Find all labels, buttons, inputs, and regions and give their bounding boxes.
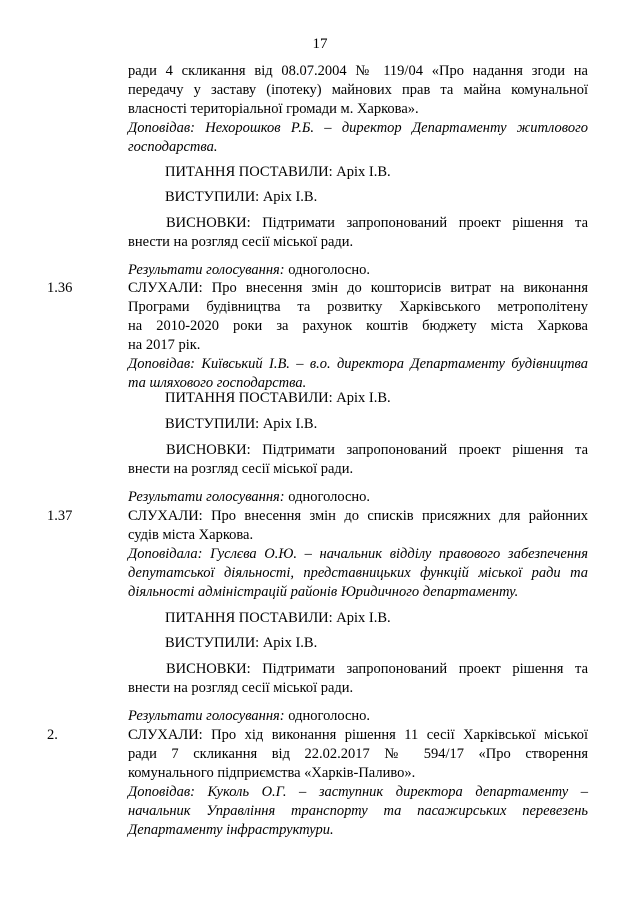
item-number: 1.36: [47, 280, 73, 296]
item-speaker: [128, 545, 588, 602]
text-line: СЛУХАЛИ: Про внесення змін до списків присяжних для районних: [128, 508, 588, 524]
text-line: СЛУХАЛИ: Про хід виконання рішення 11 сесії Харківської міської: [128, 727, 588, 743]
item-spoke: ВИСТУПИЛИ: Аріх І.В.: [165, 416, 318, 432]
intro-conclusion: [128, 214, 588, 252]
item-vote: [128, 707, 588, 726]
text-line: комунального підприємства «Харків-Паливо».: [128, 765, 416, 781]
text-line: Доповідав: Куколь О.Г. – заступник директора департаменту –: [128, 784, 588, 800]
vote-text: Результати голосування: одноголосно.: [128, 489, 371, 505]
intro-vote: [128, 261, 588, 280]
item-heard: [128, 726, 588, 783]
item-conclusion: [128, 660, 588, 698]
vote-text: Результати голосування: одноголосно.: [128, 708, 371, 724]
text-line: на 2017 рік.: [128, 337, 201, 353]
text-line: передачу у заставу (іпотеку) майнових прав та майна комунальної: [128, 82, 588, 98]
text-line: ради 7 скликання від 22.02.2017 № 594/17 «Про створення: [128, 746, 588, 762]
text-line: діяльності адміністрацій районів Юридичного департаменту.: [128, 584, 519, 600]
text-line: на 2010-2020 роки за рахунок коштів бюджету міста Харкова: [128, 318, 588, 334]
intro-spoke: ВИСТУПИЛИ: Аріх І.В.: [165, 189, 318, 205]
item-speaker: [128, 783, 588, 840]
text-line: ради 4 скликання від 08.07.2004 № 119/04 «Про надання згоди на: [128, 63, 588, 79]
text-line: Департаменту інфраструктури.: [128, 822, 334, 838]
vote-text: Результати голосування: одноголосно.: [128, 262, 371, 278]
text-line: та шляхового господарства.: [128, 375, 307, 391]
intro-speaker: [128, 119, 588, 157]
text-line: ВИСНОВКИ: Підтримати запропонований проект рішення та: [166, 442, 588, 458]
text-line: внести на розгляд сесії міської ради.: [128, 680, 354, 696]
text-line: внести на розгляд сесії міської ради.: [128, 461, 354, 477]
item-conclusion: [128, 441, 588, 479]
text-line: Доповідав: Київський І.В. – в.о. директора Департаменту будівництва: [128, 356, 588, 372]
item-heard: [128, 507, 588, 545]
item-spoke: ВИСТУПИЛИ: Аріх І.В.: [165, 635, 318, 651]
item-question: ПИТАННЯ ПОСТАВИЛИ: Аріх І.В.: [165, 610, 391, 626]
text-line: господарства.: [128, 139, 218, 155]
text-line: судів міста Харкова.: [128, 527, 254, 543]
text-line: ВИСНОВКИ: Підтримати запропонований проект рішення та: [166, 661, 588, 677]
vote-label: Результати голосування:: [128, 262, 285, 278]
vote-label: Результати голосування:: [128, 708, 285, 724]
item-heard: [128, 279, 588, 355]
text-line: власності територіальної громади м. Харкова».: [128, 101, 419, 117]
page-number: 17: [312, 36, 328, 52]
intro-question: ПИТАННЯ ПОСТАВИЛИ: Аріх І.В.: [165, 164, 391, 180]
text-line: Доповідав: Нехорошков Р.Б. – директор Департаменту житлового: [128, 120, 588, 136]
text-line: начальник Управління транспорту та пасажирських перевезень: [128, 803, 588, 819]
text-line: Програми будівництва та розвитку Харківського метрополітену: [128, 299, 588, 315]
item-question: ПИТАННЯ ПОСТАВИЛИ: Аріх І.В.: [165, 390, 391, 406]
text-line: внести на розгляд сесії міської ради.: [128, 234, 354, 250]
item-number: 1.37: [47, 508, 73, 524]
item-vote: [128, 488, 588, 507]
text-line: депутатської діяльності, представницьких функцій міської ради та: [128, 565, 588, 581]
text-line: ВИСНОВКИ: Підтримати запропонований проект рішення та: [166, 215, 588, 231]
text-line: СЛУХАЛИ: Про внесення змін до кошторисів витрат на виконання: [128, 280, 588, 296]
intro-paragraph: [128, 62, 588, 119]
item-number: 2.: [47, 727, 58, 743]
vote-label: Результати голосування:: [128, 489, 285, 505]
text-line: Доповідала: Гуслєва О.Ю. – начальник відділу правового забезпечення: [128, 546, 588, 562]
item-speaker: [128, 355, 588, 393]
